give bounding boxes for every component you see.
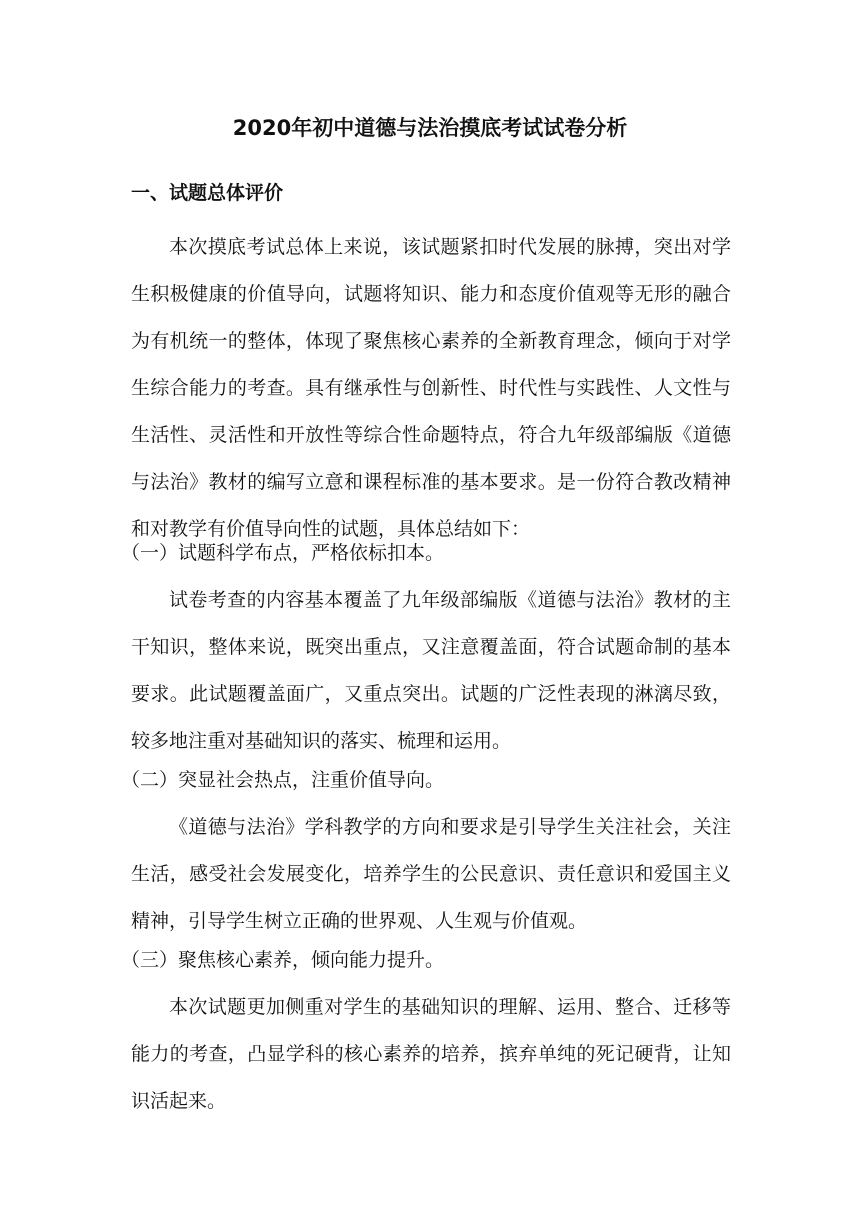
section-heading: 一、试题总体评价: [131, 182, 284, 204]
subheading-3: （三）聚焦核心素养，倾向能力提升。: [121, 949, 445, 971]
paragraph-competency: 本次试题更加侧重对学生的基础知识的理解、运用、整合、迁移等能力的考查，凸显学科的核心素养的培养，摈弃单纯的死记硬背，让知识活起来。: [131, 996, 731, 1112]
document-title: 2020年初中道德与法治摸底考试试卷分析: [232, 116, 628, 140]
paragraph-coverage: 试卷考查的内容基本覆盖了九年级部编版《道德与法治》教材的主干知识，整体来说，既突出重点，又注意覆盖面，符合试题命制的基本要求。此试题覆盖面广，又重点突出。试题的广泛性表现的淋漓尽致，较多地注重对基础知识的落实、梳理和运用。: [131, 589, 731, 752]
subheading-2: （二）突显社会热点，注重价值导向。: [121, 769, 445, 791]
paragraph-overview: 本次摸底考试总体上来说，该试题紧扣时代发展的脉搏，突出对学生积极健康的价值导向，试题将知识、能力和态度价值观等无形的融合为有机统一的整体，体现了聚焦核心素养的全新教育理念，倾向于对学生综合能力的考查。具有继承性与创新性、时代性与实践性、人文性与生活性、灵活性和开放性等综合性命题特点，符合九年级部编版《道德与法治》教材的编写立意和课程标准的基本要求。是一份符合教改精神和对教学有价值导向性的试题，具体总结如下：: [131, 236, 731, 540]
subheading-1: （一）试题科学布点，严格依标扣本。: [121, 542, 445, 564]
paragraph-values: 《道德与法治》学科教学的方向和要求是引导学生关注社会，关注生活，感受社会发展变化，培养学生的公民意识、责任意识和爱国主义精神，引导学生树立正确的世界观、人生观与价值观。: [131, 816, 731, 932]
